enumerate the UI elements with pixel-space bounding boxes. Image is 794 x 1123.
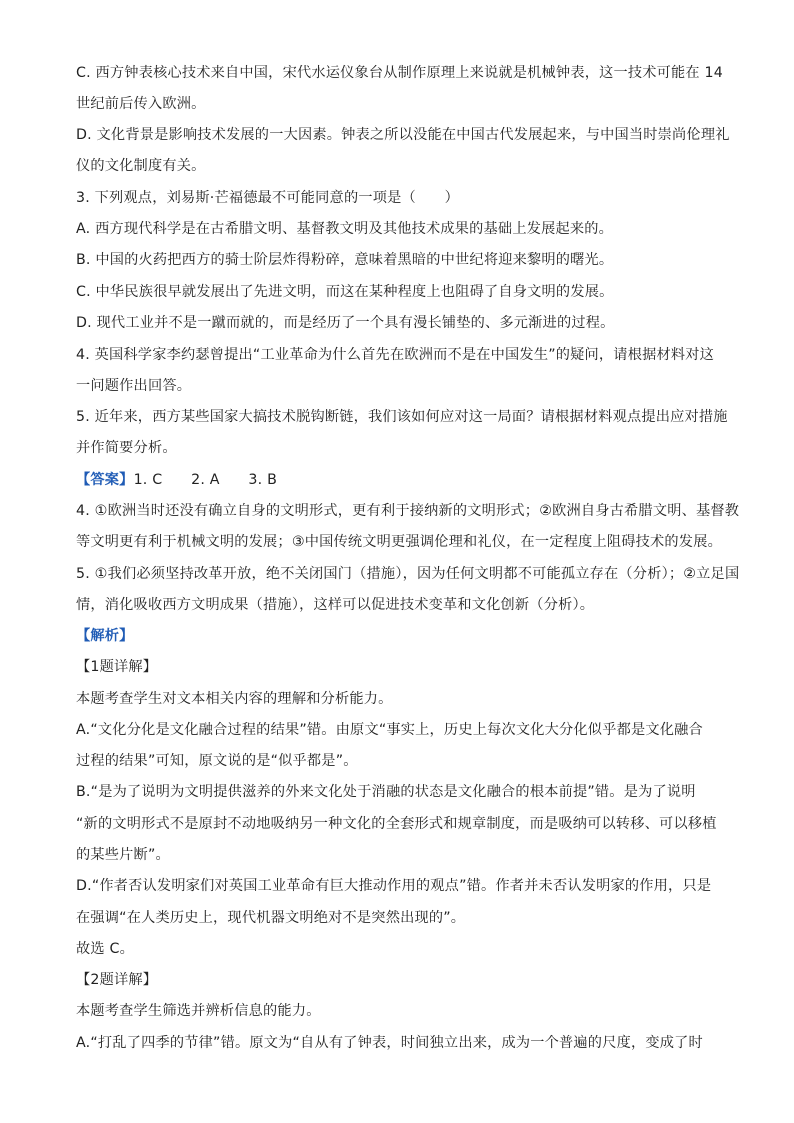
section-heading: 【1题详解】: [76, 659, 158, 675]
answer-line: [76, 470, 277, 490]
text-line: 一问题作出回答。: [76, 378, 192, 394]
text-line: 的某些片断”。: [76, 847, 170, 863]
text-line: B.“是为了说明为文明提供滋养的外来文化处于消融的状态是文化融合的根本前提”错。是为了说明: [76, 784, 696, 800]
option-c: C. 中华民族很早就发展出了先进文明，而这在某种程度上也阻碍了自身文明的发展。: [76, 284, 614, 300]
text-line: D.“作者否认发明家们对英国工业革命有巨大推动作用的观点”错。作者并未否认发明家的作用，只是: [76, 878, 712, 894]
question-4-stem: 4. 英国科学家李约瑟曾提出“工业革命为什么首先在欧洲而不是在中国发生”的疑问，请根据材料对这: [76, 347, 715, 363]
analysis-label: 【解析】: [76, 628, 134, 644]
question-3-stem: 3. 下列观点，刘易斯·芒福德最不可能同意的一项是（ ）: [76, 190, 460, 206]
answer-choices: 1. C 2. A 3. B: [133, 472, 277, 488]
question-5-stem: 5. 近年来，西方某些国家大搞技术脱钩断链，我们该如何应对这一局面？请根据材料观点提出应对措施: [76, 409, 728, 425]
text-line: 过程的结果”可知，原文说的是“似乎都是”。: [76, 753, 358, 769]
text-line: 情，消化吸收西方文明成果（措施），这样可以促进技术变革和文化创新（分析）。: [76, 597, 595, 613]
text-line: 在强调“在人类历史上，现代机器文明绝对不是突然出现的”。: [76, 910, 466, 926]
text-line: 本题考查学生筛选并辨析信息的能力。: [76, 1003, 321, 1019]
text-line: A.“文化分化是文化融合过程的结果”错。由原文“事实上，历史上每次文化大分化似乎都是文化融合: [76, 722, 703, 738]
option-a: A. 西方现代科学是在古希腊文明、基督教文明及其他技术成果的基础上发展起来的。: [76, 221, 614, 237]
text-line: 本题考查学生对文本相关内容的理解和分析能力。: [76, 691, 393, 707]
text-line: 世纪前后传入欧洲。: [76, 96, 206, 112]
option-d: D. 现代工业并不是一蹴而就的，而是经历了一个具有漫长铺垫的、多元渐进的过程。: [76, 315, 615, 331]
option-b: B. 中国的火药把西方的骑士阶层炸得粉碎，意味着黑暗的中世纪将迎来黎明的曙光。: [76, 252, 614, 268]
text-line: 故选 C。: [76, 941, 134, 957]
analysis-line: [76, 626, 134, 646]
answer-5-line: 5. ①我们必须坚持改革开放，绝不关闭国门（措施），因为任何文明都不可能孤立存在（分析）；②立足国: [76, 566, 740, 582]
text-line: 等文明更有利于机械文明的发展；③中国传统文明更强调伦理和礼仪，在一定程度上阻碍技术的发展。: [76, 534, 722, 550]
text-line: “新的文明形式不是原封不动地吸纳另一种文化的全套形式和规章制度，而是吸纳可以转移、可以移植: [76, 816, 717, 832]
text-line: C. 西方钟表核心技术来自中国，宋代水运仪象台从制作原理上来说就是机械钟表，这一技术可能在 14: [76, 65, 723, 81]
text-line: A.“打乱了四季的节律”错。原文为“自从有了钟表，时间独立出来，成为一个普遍的尺度，变成了时: [76, 1035, 703, 1051]
answer-label: 【答案】: [76, 472, 134, 488]
section-heading: 【2题详解】: [76, 972, 158, 988]
text-line: 仪的文化制度有关。: [76, 158, 206, 174]
answer-4-line: 4. ①欧洲当时还没有确立自身的文明形式，更有利于接纳新的文明形式；②欧洲自身古希腊文明、基督教: [76, 503, 740, 519]
text-line: D. 文化背景是影响技术发展的一大因素。钟表之所以没能在中国古代发展起来，与中国当时崇尚伦理礼: [76, 127, 730, 143]
text-line: 并作简要分析。: [76, 440, 177, 456]
